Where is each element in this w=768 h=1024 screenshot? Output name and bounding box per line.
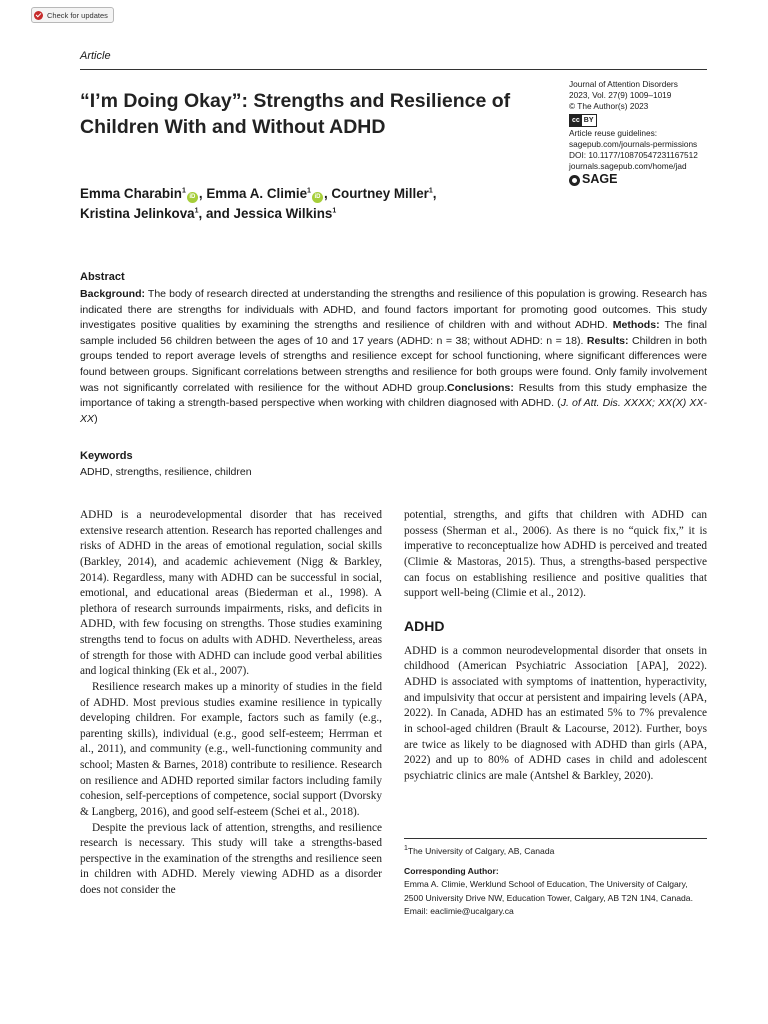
affiliation-marker: 1	[194, 207, 199, 215]
journal-homepage-link[interactable]: journals.sagepub.com/home/jad	[569, 161, 687, 172]
cc-by-text: BY	[583, 116, 594, 124]
check-for-updates-badge[interactable]	[31, 7, 114, 23]
affiliation-marker: 1	[307, 187, 311, 195]
cc-logo-text: cc	[570, 115, 582, 126]
creative-commons-license-icon[interactable]	[569, 114, 597, 127]
affiliation-marker: 1	[428, 187, 433, 195]
corresponding-author-address: Emma A. Climie, Werklund School of Education, The University of Calgary, 2500 University Drive NW, Education Tower, Calgary, AB T2N 1N4, Canada.	[404, 879, 693, 903]
author-separator: ,	[323, 186, 332, 201]
orcid-icon[interactable]: iD	[312, 192, 323, 203]
body-column-left	[80, 508, 382, 899]
sage-logo-text: SAGE	[582, 172, 618, 187]
affiliation-text: The University of Calgary, AB, Canada	[407, 846, 555, 856]
journal-copyright: © The Author(s) 2023	[569, 101, 649, 112]
author-name: Courtney Miller	[331, 186, 429, 201]
header-divider	[80, 69, 707, 70]
abstract-text	[80, 287, 707, 427]
abstract-methods-text: The final sample included 56 children between the ages of 10 and 17 years (ADHD: n = 38; without ADHD: n = 18).	[80, 319, 707, 347]
keywords-list: ADHD, strengths, resilience, children	[80, 466, 252, 478]
footnote-divider	[404, 838, 707, 839]
corresponding-author-heading: Corresponding Author:	[404, 866, 499, 877]
author-separator: ,	[432, 186, 437, 201]
affiliation-footnote	[404, 845, 709, 858]
abstract-results-text: Children in both groups tended to report average levels of strengths and resilience except for school functioning, where significant differences were found between groups. Significant correlations between strengths and resilience for both groups were found. Only family involvement was not significantly correlated with resilience for the without ADHD group.	[80, 334, 707, 394]
body-paragraph: ADHD is a neurodevelopmental disorder that has received extensive research attention. Research has reported challenges and risks of ADHD in the areas of emotional regulation, social skills (Barkley, 2014), and academic achievement (Nigg & Barkley, 2014). Regardless, many with ADHD can be successful in social, emotional, and educational areas (Biederman et al., 1998). A plethora of research surrounds impairments, risks, and deficits in ADHD, with few focusing on strengths. Those studies examining strengths tend to focus on adults with ADHD. Nevertheless, areas of strength for those with ADHD can include good verbal abilities and logical thinking (Ek et al., 2007).	[80, 509, 382, 678]
body-paragraph: ADHD is a common neurodevelopmental disorder that onsets in childhood (American Psychiatric Association [APA], 2022). ADHD is associated with symptoms of inattention, hyperactivity, and impulsivity that occur at persistent and impairing levels (APA, 2022). In Canada, ADHD has an estimated 5% to 7% prevalence in school-aged children (Brault & Lacourse, 2012). Further, boys are twice as likely to be diagnosed with ADHD than girls (APA, 2022) and up to 80% of ADHD cases in child and adolescent psychiatric clinics are male (Antshel & Barkley, 2020).	[404, 644, 707, 782]
abstract-conclusions-label: Conclusions:	[447, 381, 514, 394]
sage-logo	[569, 174, 759, 185]
abstract-background-label: Background:	[80, 288, 146, 300]
author-list	[80, 184, 540, 224]
article-type-label: Article	[80, 50, 111, 62]
abstract-methods-label: Methods:	[612, 319, 660, 332]
journal-name: Journal of Attention Disorders	[569, 79, 678, 89]
affiliation-marker: 1	[404, 845, 408, 853]
body-paragraph: Despite the previous lack of attention, strengths, and resilience research is necessary. This study will take a strengths-based perspective in the examination of the strengths and resilience seen in children with ADHD. Merely viewing ADHD as a disorder does not consider the	[80, 821, 382, 896]
doi-link[interactable]: DOI: 10.1177/10870547231167512	[569, 150, 698, 161]
author-name: Jessica Wilkins	[233, 206, 333, 221]
body-paragraph: Resilience research makes up a minority of studies in the field of ADHD. Most previous studies examine resilience in typically developing children. For example, factors such as family (e.g., parenting skills), individual (e.g., good self-esteem; Herrman et al., 2011), and community (e.g., well-functioning community and school; Masten & Barnes, 2018) contribute to resilience. Research on resilience and ADHD reported similar factors including family cohesion, self-perceptions of competence, social support (Dvorsky & Langberg, 2016), and good self-esteem (Schei et al., 2018).	[80, 680, 382, 818]
abstract-results-label: Results:	[586, 334, 629, 347]
abstract-conclusions-text: Results from this study emphasize the importance of taking a strength-based perspective when working with children diagnosed with ADHD. (	[80, 381, 707, 410]
corresponding-author-email[interactable]: Email: eaclimie@ucalgary.ca	[404, 905, 514, 916]
author-name: Emma A. Climie	[206, 186, 308, 201]
journal-volume: 2023, Vol. 27(9) 1009–1019	[569, 90, 672, 101]
author-separator: , and	[198, 206, 234, 221]
body-paragraph: potential, strengths, and gifts that children with ADHD can possess (Sherman et al., 2006). As there is no “quick fix,” it is imperative to reconceptualize how ADHD is perceived and treated (Climie & Mastoras, 2015). Thus, a strengths-based perspective can focus on establishing resilience and positive qualities that support well-being (Climie et al., 2012).	[404, 509, 707, 600]
author-name: Kristina Jelinkova	[80, 206, 195, 221]
affiliation-marker: 1	[181, 187, 186, 195]
abstract-citation: J. of Att. Dis. XXXX; XX(X) XX-XX	[80, 397, 707, 425]
check-updates-icon	[34, 11, 43, 20]
affiliation-marker: 1	[332, 207, 337, 215]
author-separator: ,	[198, 186, 207, 201]
abstract-background-text: The body of research directed at understanding the strengths and resilience of this population is growing. Research has indicated there are strengths for individuals with ADHD, and found factors important for promoting good outcomes. This study investigates positive qualities by examining the strengths and resilience of children with and without ADHD.	[80, 288, 707, 332]
reuse-guidelines-label: Article reuse guidelines:	[569, 127, 658, 138]
abstract-heading: Abstract	[80, 271, 125, 283]
paper-title: “I’m Doing Okay”: Strengths and Resilience of Children With and Without ADHD	[80, 90, 511, 138]
journal-info	[569, 79, 759, 186]
keywords-heading: Keywords	[80, 450, 133, 462]
section-heading-adhd: ADHD	[404, 617, 445, 634]
check-for-updates-label: Check for updates	[47, 10, 108, 20]
orcid-icon[interactable]: iD	[187, 192, 198, 203]
footnotes	[404, 845, 709, 918]
permissions-link[interactable]: sagepub.com/journals-permissions	[569, 138, 698, 149]
body-column-right	[404, 508, 707, 784]
sage-logo-icon	[569, 175, 580, 186]
author-name: Emma Charabin	[80, 186, 182, 201]
abstract-closing: )	[94, 412, 98, 425]
